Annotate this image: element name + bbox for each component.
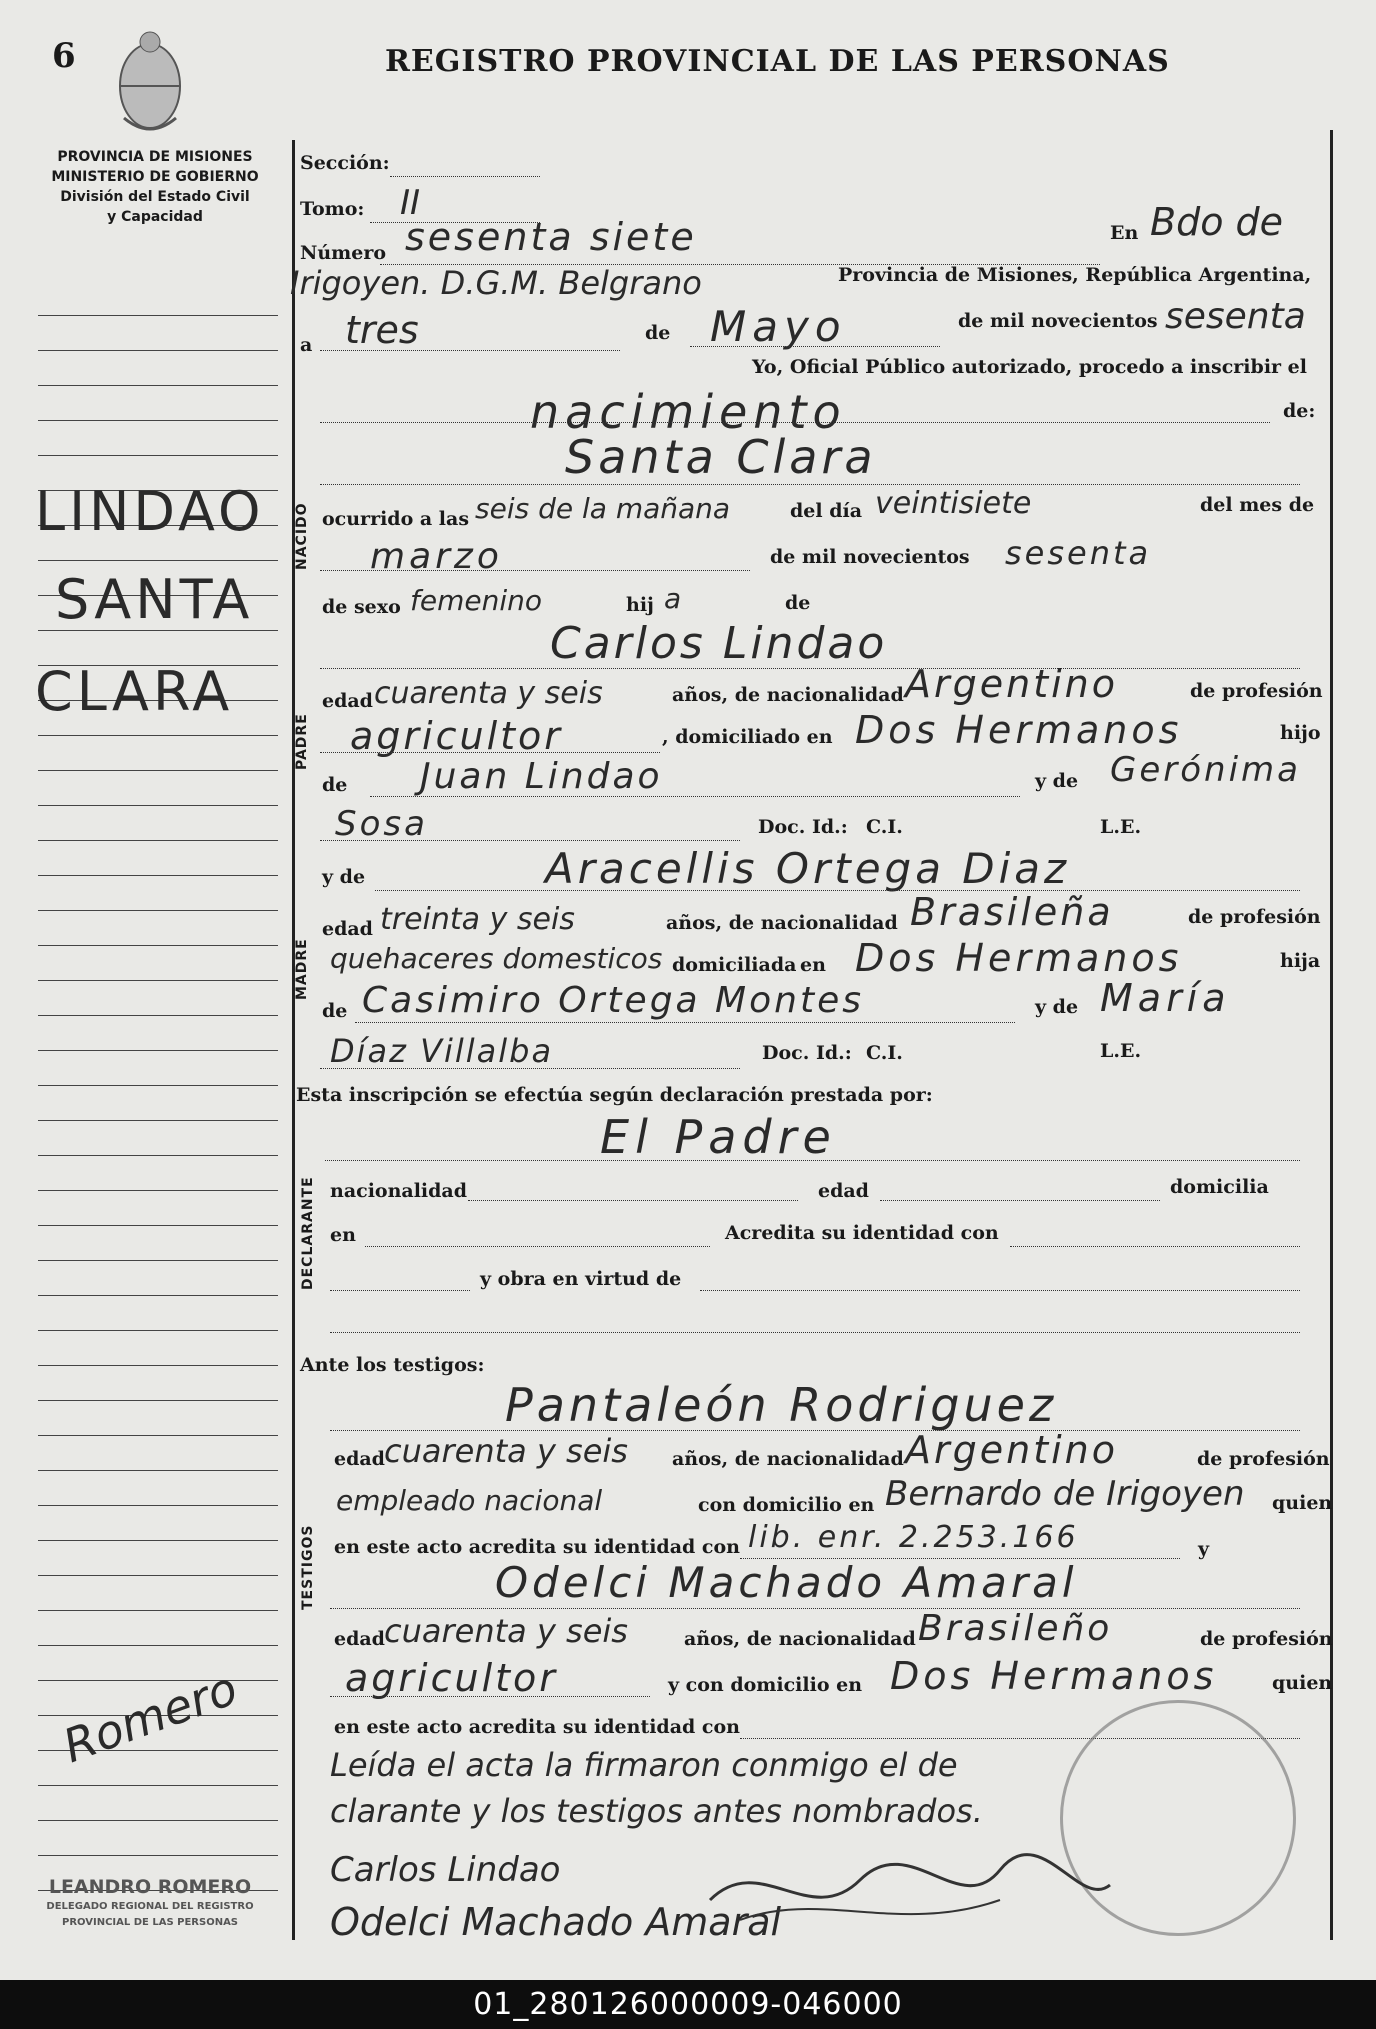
issuer-block: PROVINCIA DE MISIONES MINISTERIO DE GOBIERNO División del Estado Civil y Capacidad [51, 149, 259, 225]
declarante-intro-label: Esta inscripción se efectúa según declaración prestada por: [296, 1084, 933, 1106]
act-value: nacimiento [530, 385, 847, 439]
declarante-edad-label: edad [818, 1180, 869, 1202]
padre-prof-label: de profesión [1190, 680, 1323, 702]
padre-dom-label: , domiciliado en [662, 726, 833, 748]
testigos-section-label: TESTIGOS [300, 1524, 316, 1610]
madre-edad-label: edad [322, 918, 373, 940]
right-frame-line [1330, 130, 1333, 1940]
w1-prof-value: empleado nacional [336, 1484, 603, 1517]
w1-acredita-label: en este acto acredita su identidad con [334, 1536, 740, 1558]
madre-prof-label: de profesión [1188, 906, 1321, 928]
madre-nac-value: Brasileña [910, 890, 1114, 934]
declarante-acredita-label: Acredita su identidad con [725, 1222, 999, 1244]
year-value: sesenta [1165, 296, 1306, 337]
declarante-value: El Padre [600, 1110, 837, 1164]
madre-yde-label: y de [322, 866, 366, 888]
margin-signature: Romero [56, 1660, 245, 1774]
madre-doc-label: Doc. Id.: [762, 1042, 852, 1064]
declarante-en-label: en [330, 1224, 356, 1246]
madre-mother-value-2: Díaz Villalba [330, 1032, 554, 1070]
month-value: Mayo [710, 302, 847, 351]
w1-edad-value: cuarenta y seis [384, 1432, 628, 1470]
padre-le-label: L.E. [1100, 816, 1142, 838]
padre-ci-label: C.I. [866, 816, 903, 838]
mes-label: del mes de [1200, 494, 1315, 516]
sexo-value: femenino [410, 584, 542, 617]
padre-mother-value-1: Gerónima [1110, 750, 1301, 790]
nacido-name: Santa Clara [565, 430, 877, 484]
de2-label: de: [1283, 400, 1316, 422]
madre-name: Aracellis Ortega Diaz [545, 844, 1071, 893]
w1-dom-value: Bernardo de Irigoyen [885, 1474, 1245, 1514]
hour-value: seis de la mañana [475, 492, 731, 525]
ocurrido-label: ocurrido a las [322, 508, 470, 530]
madre-de-label: de [322, 1000, 348, 1022]
day-value: tres [345, 308, 419, 352]
padre-prof-value: agricultor [350, 714, 563, 758]
w1-edad-label: edad [334, 1448, 385, 1470]
witness-1-name: Pantaleón Rodriguez [505, 1378, 1058, 1432]
padre-edad-label: edad [322, 690, 373, 712]
page-title: REGISTRO PROVINCIAL DE LAS PERSONAS [385, 44, 1170, 79]
closing-line-1: Leída el acta la firmaron conmigo el de [330, 1746, 958, 1784]
padre-father-value: Juan Lindao [420, 756, 663, 797]
image-id-footer: 01_280126000009-046000 [0, 1980, 1376, 2029]
madre-mother-value-1: María [1100, 976, 1231, 1020]
w2-prof-label: de profesión [1200, 1628, 1333, 1650]
madre-edad-value: treinta y seis [380, 902, 575, 937]
dia-label: del día [790, 500, 863, 522]
de-label: de [645, 322, 671, 344]
madre-ci-label: C.I. [866, 1042, 903, 1064]
w1-nac-value: Argentino [905, 1428, 1118, 1472]
nacido-de-label: de [785, 592, 811, 614]
signature-1: Carlos Lindao [330, 1850, 561, 1890]
hija-label: hija [1280, 950, 1321, 972]
left-frame-line [292, 140, 295, 1940]
place-value-2: Irigoyen. D.G.M. Belgrano [290, 264, 702, 302]
padre-section-label: PADRE [294, 713, 310, 770]
hijo-label: hijo [1280, 722, 1321, 744]
provincia-label: Provincia de Misiones, República Argentina, [838, 264, 1312, 286]
padre-doc-label: Doc. Id.: [758, 816, 848, 838]
closing-line-2: clarante y los testigos antes nombrados. [330, 1792, 983, 1830]
madre-nac-label: años, de nacionalidad [666, 912, 898, 934]
w2-acredita-label: en este acto acredita su identidad con [334, 1716, 740, 1738]
madre-en-label: en [800, 954, 826, 976]
numero-label: Número [300, 242, 387, 264]
nacido-month-value: marzo [370, 536, 503, 577]
madre-dom-label: domiciliada [672, 954, 797, 976]
madre-le-label: L.E. [1100, 1040, 1142, 1062]
padre-nac-value: Argentino [905, 662, 1118, 706]
nacido-year-value: sesenta [1005, 534, 1152, 572]
page-number: 6 [52, 36, 76, 76]
witness-2-name: Odelci Machado Amaral [495, 1558, 1078, 1607]
w2-nac-value: Brasileño [918, 1608, 1113, 1649]
official-signature-scribble [700, 1840, 1120, 1940]
tomo-label: Tomo: [300, 198, 365, 220]
madre-yde2-label: y de [1035, 996, 1079, 1018]
padre-nac-label: años, de nacionalidad [672, 684, 904, 706]
numero-value: sesenta siete [405, 215, 697, 259]
tomo-value: II [400, 183, 421, 223]
margin-note-line-2: SANTA [55, 568, 254, 631]
testigos-intro-label: Ante los testigos: [300, 1354, 485, 1376]
w2-edad-label: edad [334, 1628, 385, 1650]
declarante-dom-label: domicilia [1170, 1176, 1269, 1198]
padre-yde-label: y de [1035, 770, 1079, 792]
madre-father-value: Casimiro Ortega Montes [362, 980, 864, 1021]
margin-note-line-3: CLARA [35, 660, 234, 723]
place-value-1: Bdo de [1150, 200, 1284, 244]
w2-edad-value: cuarenta y seis [384, 1612, 628, 1650]
w2-prof-value: agricultor [345, 1656, 558, 1700]
padre-name: Carlos Lindao [550, 618, 888, 669]
w2-nac-label: años, de nacionalidad [684, 1628, 916, 1650]
year-label: de mil novecientos [958, 310, 1158, 332]
w1-quien-label: quien [1272, 1492, 1333, 1514]
hij-value: a [664, 582, 682, 615]
declarante-obra-label: y obra en virtud de [480, 1268, 682, 1290]
sexo-label: de sexo [322, 596, 401, 618]
margin-note-line-1: LINDAO [35, 480, 265, 543]
madre-dom-value: Dos Hermanos [855, 936, 1183, 980]
padre-edad-value: cuarenta y seis [374, 676, 603, 711]
padre-dom-value: Dos Hermanos [855, 708, 1183, 752]
w1-id-value: lib. enr. 2.253.166 [748, 1520, 1079, 1555]
w1-y-label: y [1198, 1538, 1210, 1560]
w1-dom-label: con domicilio en [698, 1494, 875, 1516]
official-label: Yo, Oficial Público autorizado, procedo a inscribir el [752, 356, 1307, 378]
signature-2: Odelci Machado Amaral [330, 1900, 782, 1944]
declarante-nac-label: nacionalidad [330, 1180, 468, 1202]
w2-dom-value: Dos Hermanos [890, 1654, 1218, 1698]
nacido-day-value: veintisiete [875, 486, 1032, 521]
padre-mother-value-2: Sosa [335, 804, 428, 844]
nacido-year-label: de mil novecientos [770, 546, 970, 568]
en-label: En [1110, 222, 1139, 244]
w1-nac-label: años, de nacionalidad [672, 1448, 904, 1470]
madre-prof-value: quehaceres domesticos [330, 942, 663, 975]
declarante-section-label: DECLARANTE [300, 1176, 316, 1290]
seccion-label: Sección: [300, 152, 390, 174]
a-label: a [300, 334, 313, 356]
coat-of-arms-icon [110, 28, 190, 138]
official-name-block: LEANDRO ROMERO DELEGADO REGIONAL DEL REGISTRO PROVINCIAL DE LAS PERSONAS [46, 1876, 254, 1928]
padre-de-label: de [322, 774, 348, 796]
w1-prof-label: de profesión [1197, 1448, 1330, 1470]
w2-dom-label: y con domicilio en [668, 1674, 863, 1696]
w2-quien-label: quien [1272, 1672, 1333, 1694]
madre-section-label: MADRE [294, 938, 310, 1000]
hij-label: hij [626, 594, 654, 616]
nacido-section-label: NACIDO [294, 502, 310, 570]
